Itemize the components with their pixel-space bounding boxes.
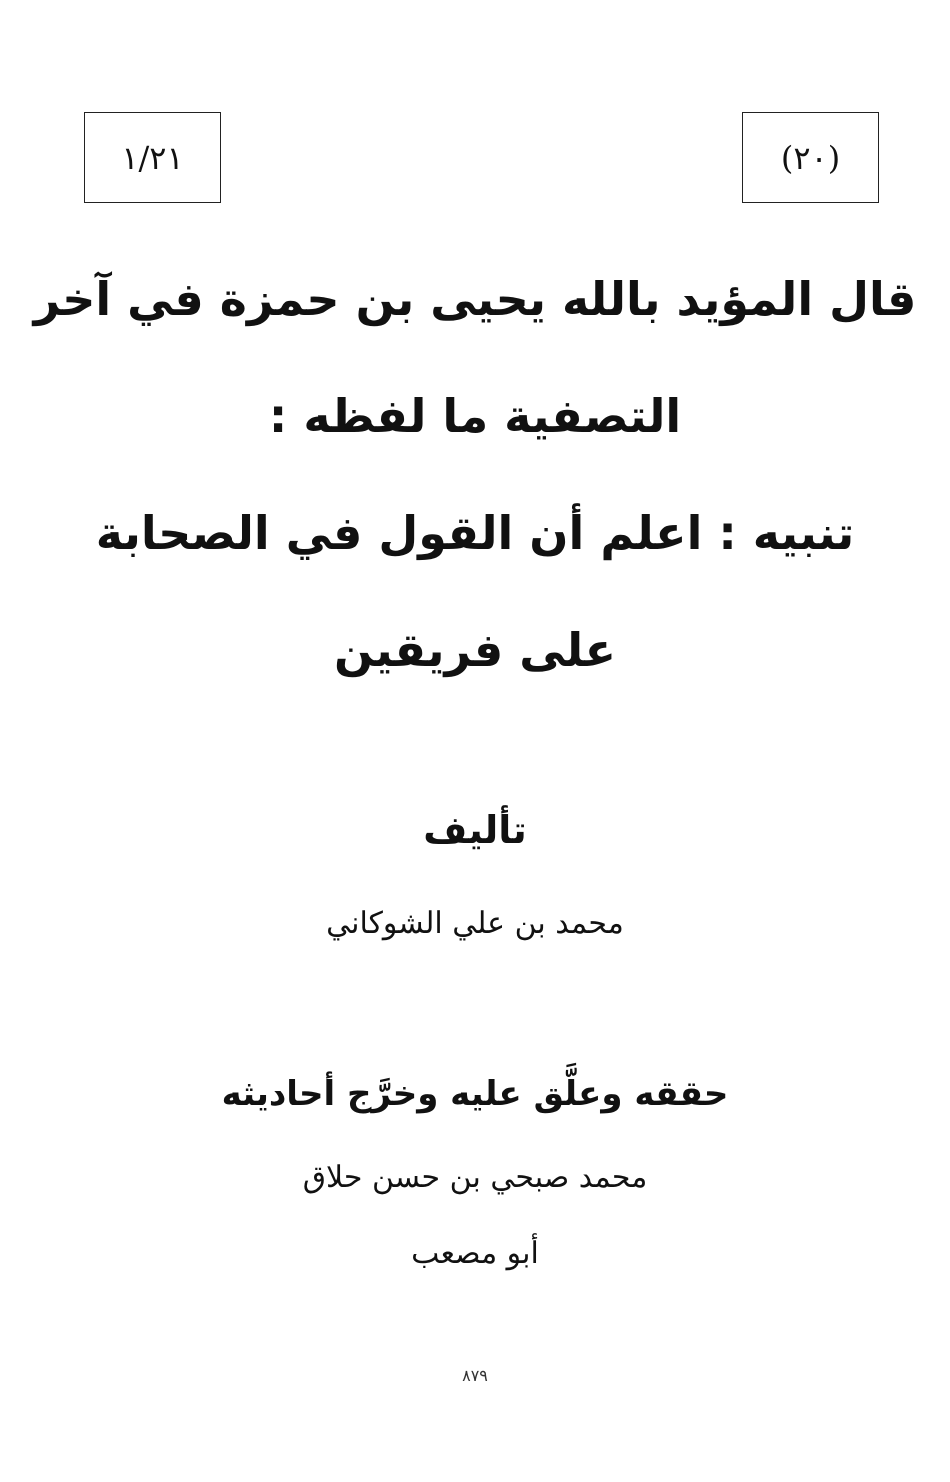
volume-reference: ١/٢١ [121,138,184,177]
title-line: تنبيه : اعلم أن القول في الصحابة [95,505,855,560]
treatise-number: (٢٠) [780,138,841,177]
page-number: ٨٧٩ [462,1366,488,1385]
editor-name: محمد صبحي بن حسن حلاق [302,1160,648,1195]
treatise-title [33,240,917,708]
editor-kunya: أبو مصعب [411,1236,539,1271]
authored-by-label: تأليف [423,808,527,852]
author-name: محمد بن علي الشوكاني [326,906,624,941]
title-line: قال المؤيد بالله يحيى بن حمزة في آخر [33,271,917,326]
editing-credit-label: حققه وعلَّق عليه وخرَّج أحاديثه [221,1074,729,1114]
title-line: على فريقين [333,622,617,677]
volume-reference-box [84,112,221,203]
title-line: التصفية ما لفظه : [268,388,682,443]
treatise-number-box [742,112,879,203]
